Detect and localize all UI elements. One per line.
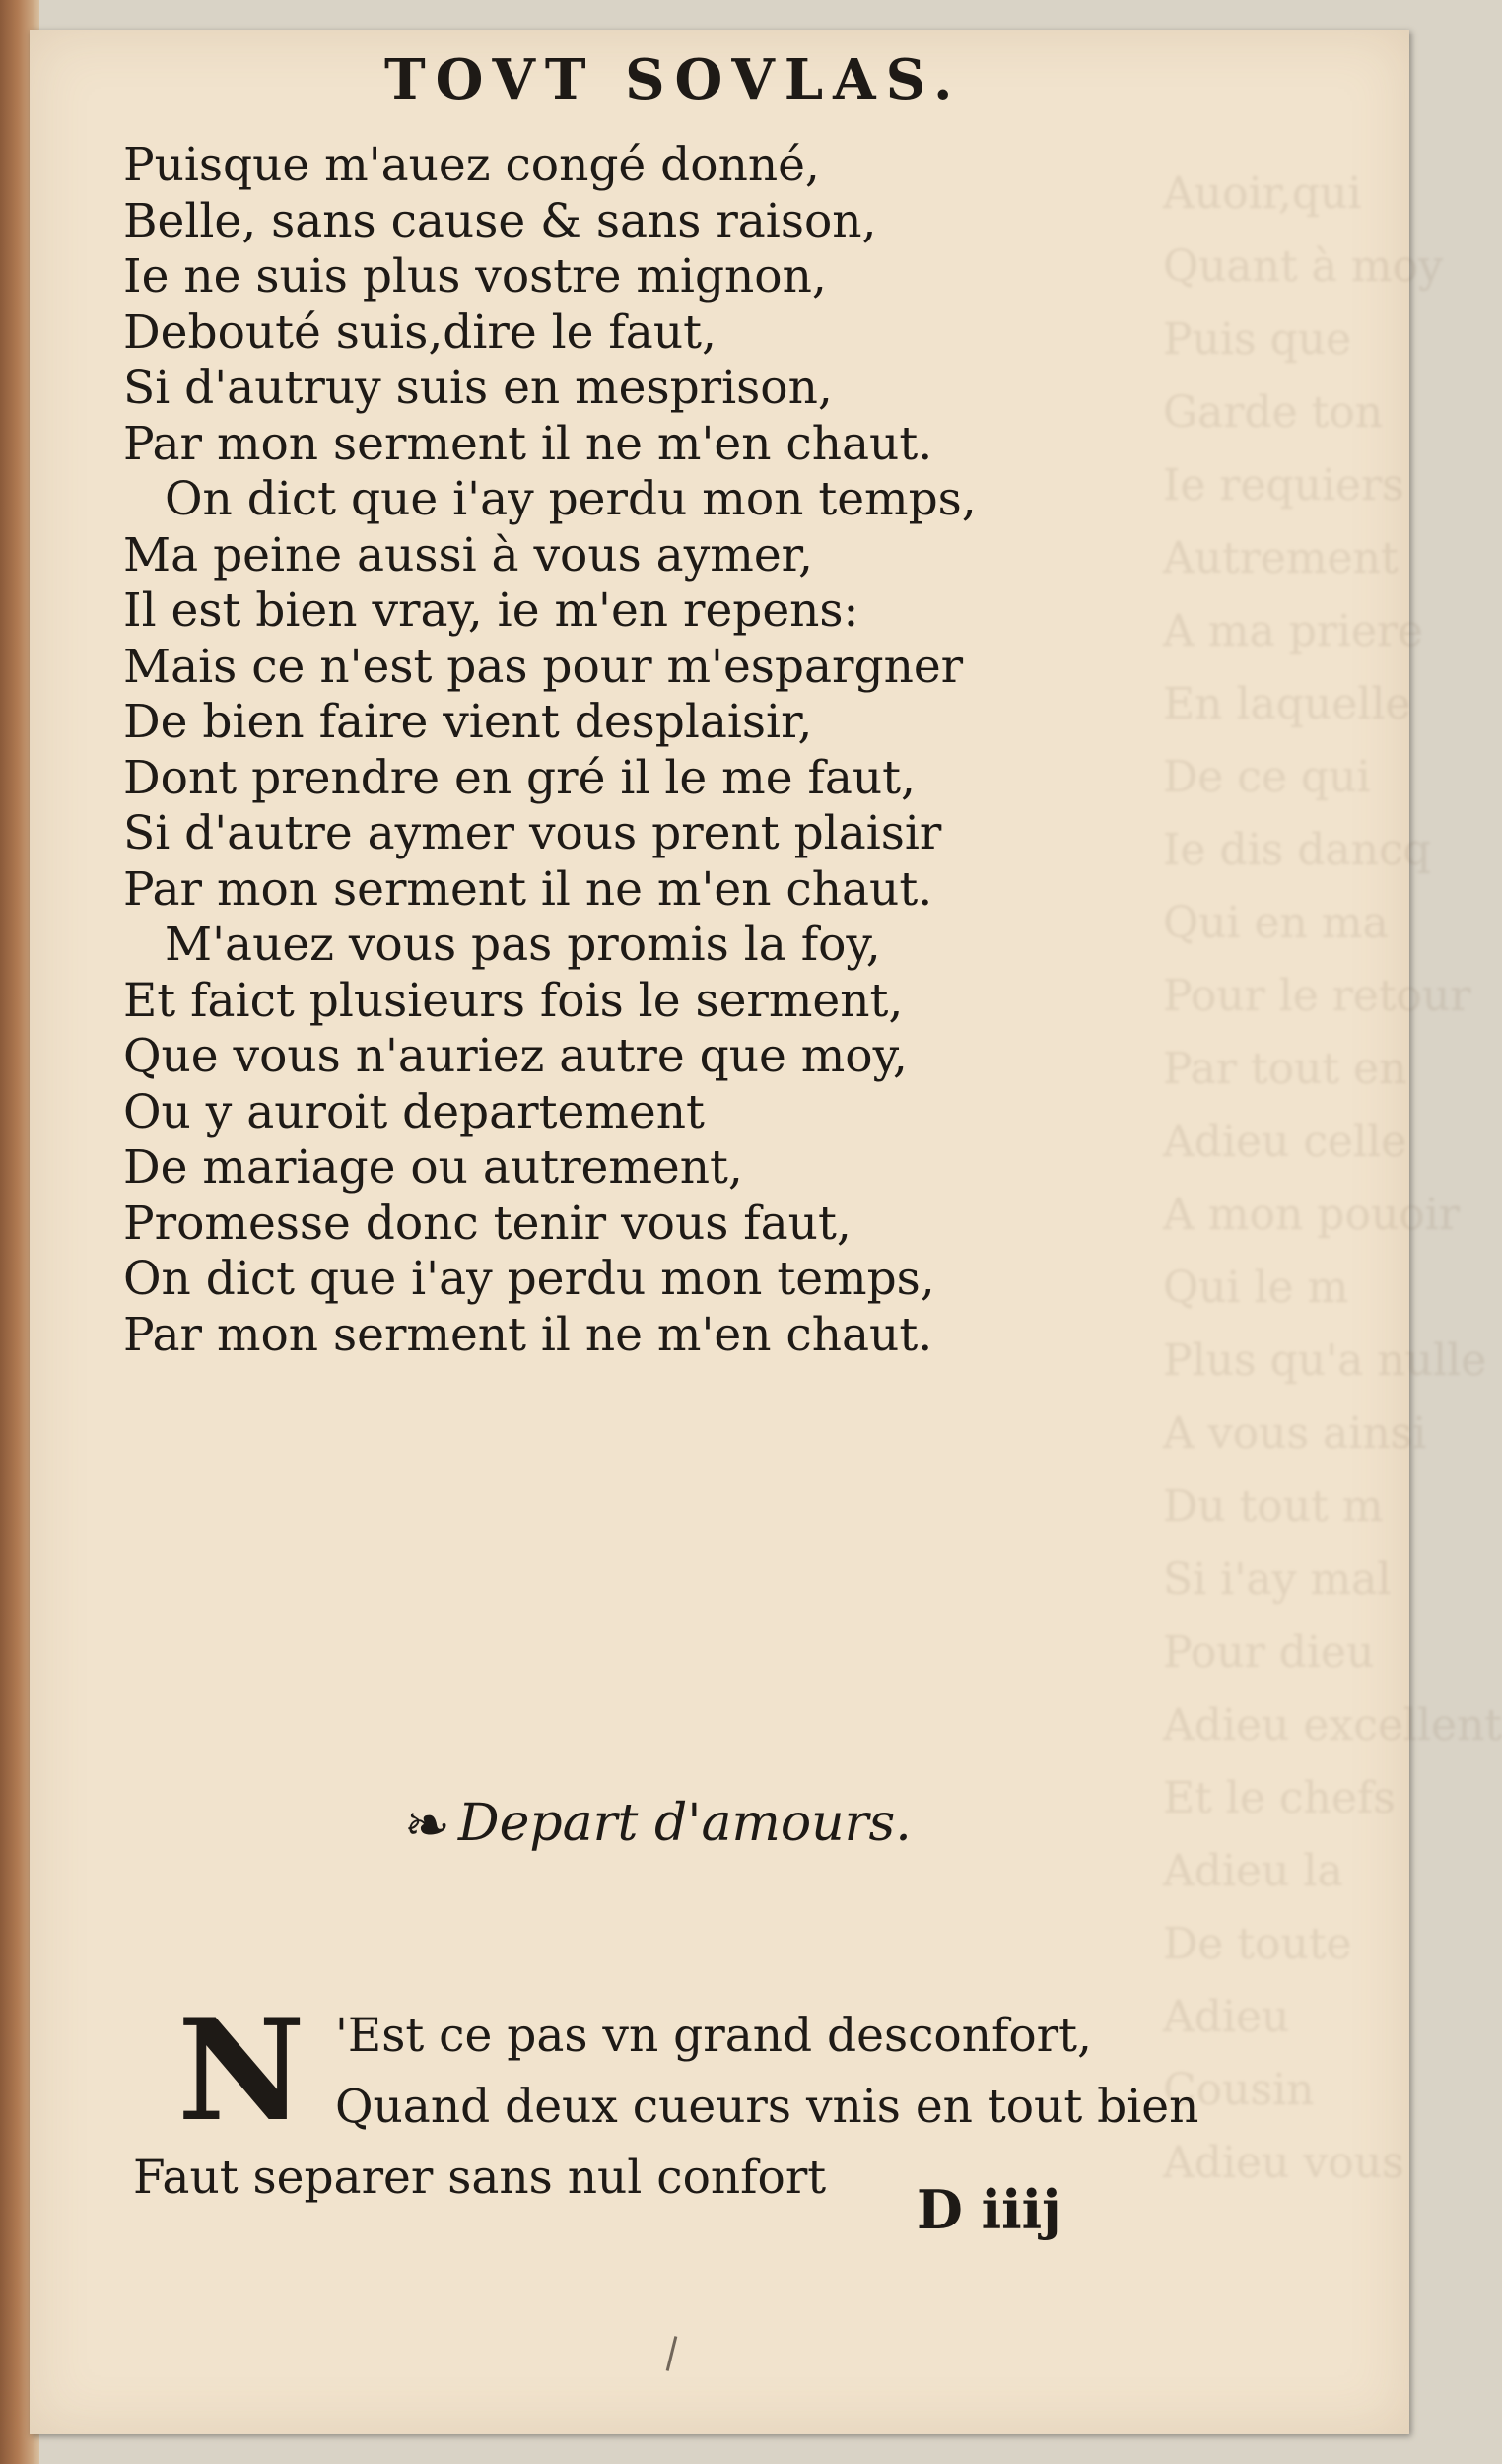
verse-line: Promesse donc tenir vous faut, — [123, 1196, 852, 1251]
verse-line: On dict que i'ay perdu mon temps, — [123, 1252, 935, 1306]
verse-line: Si d'autruy suis en mesprison, — [123, 361, 833, 415]
verse-line: On dict que i'ay perdu mon temps, — [165, 472, 977, 526]
signature-mark: D iiij — [917, 2178, 1061, 2241]
verse-line: Puisque m'auez congé donné, — [123, 138, 820, 192]
verse-line: Par mon serment il ne m'en chaut. — [123, 416, 933, 471]
fleuron-icon: ❧ — [404, 1794, 450, 1858]
poem-line: Faut separer sans nul confort — [133, 2151, 827, 2205]
poem-line: Quand deux cueurs vnis en tout bien — [335, 2080, 1199, 2134]
verse-line: Par mon serment il ne m'en chaut. — [123, 861, 933, 917]
drop-cap: N — [177, 1989, 306, 2153]
book-page — [30, 30, 1502, 2434]
running-title: TOVT SOVLAS. — [384, 47, 963, 112]
verse-line: Ie ne suis plus vostre mignon, — [123, 249, 827, 304]
verse-line: De mariage ou autrement, — [123, 1140, 743, 1195]
section-heading-title: Depart d'amours. — [457, 1794, 912, 1853]
second-poem — [133, 1989, 1266, 2214]
verse-line: Dont prendre en gré il le me faut, — [123, 750, 916, 805]
verse-line: Il est bien vray, ie m'en repens: — [123, 583, 859, 638]
section-heading — [404, 1794, 912, 1858]
verse-line: Belle, sans cause & sans raison, — [123, 193, 877, 248]
verse-line: Debouté suis,dire le faut, — [123, 305, 717, 360]
verse-line: Par mon serment il ne m'en chaut. — [123, 1307, 933, 1362]
verse-line: Et faict plusieurs fois le serment, — [123, 973, 904, 1028]
stray-ink-mark — [666, 2336, 678, 2371]
verse-line: M'auez vous pas promis la foy, — [165, 918, 881, 972]
show-through-text: Auoir,qui Quant à moy Puis que Garde ton Ie requiers Autrement A ma priere En laquelle De ce qui Ie dis dancq Qui en ma Pour le retour Par tout en Adieu celle A mon pouoir Qui le m Plus qu'a nulle A vous ainsi Du tout m Si i'ay mal Pour dieu Adieu excellent Et le chefs Adieu la De toute Adieu Cousin Adieu vous — [1163, 169, 1502, 2188]
verse-line: De bien faire vient desplaisir, — [123, 695, 813, 749]
verse-line: Mais ce n'est pas pour m'espargner — [123, 639, 964, 694]
verse-line: Que vous n'auriez autre que moy, — [123, 1029, 908, 1083]
poem-line: 'Est ce pas vn grand desconfort, — [335, 2009, 1092, 2063]
verse-line: Si d'autre aymer vous prent plaisir — [123, 806, 942, 860]
verse-line: Ou y auroit departement — [123, 1084, 705, 1139]
verse-line: Ma peine aussi à vous aymer, — [123, 527, 813, 582]
verse-block — [123, 138, 1158, 1363]
